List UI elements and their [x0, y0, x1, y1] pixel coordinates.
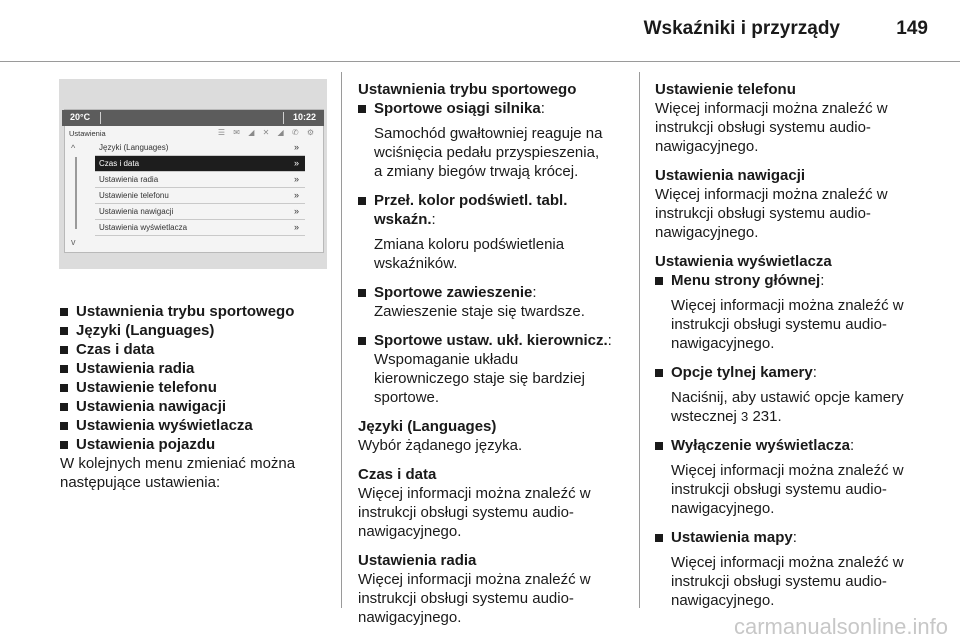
list-item-text: Czas i data: [76, 341, 155, 358]
list-item: [358, 191, 636, 229]
clock-readout: 10:22: [292, 112, 316, 122]
option-label: Wyłączenie wyświetlacza: [671, 437, 850, 454]
text-line: Samochód gwałtowniej reaguje na: [374, 125, 603, 142]
colon: :: [812, 364, 817, 381]
chevron-right-icon: »: [293, 206, 299, 216]
option-description: [358, 235, 636, 273]
scroll-down-icon: v: [71, 237, 76, 247]
text-line: nawigacyjnego.: [671, 592, 775, 609]
option-description: [655, 296, 955, 353]
text-line: instrukcji obsługi systemu audio-: [358, 590, 574, 607]
bullet-square-icon: [655, 442, 663, 450]
right-column: [655, 80, 955, 610]
text-line: instrukcji obsługi systemu audio-: [655, 119, 871, 136]
chevron-right-icon: »: [293, 222, 299, 232]
option-label: Sportowe osiągi silnika: [374, 100, 541, 117]
list-item: [655, 436, 955, 455]
text-line: następujące ustawienia:: [60, 474, 221, 491]
text-line: instrukcji obsługi systemu audio-: [671, 481, 887, 498]
menu-item-label: Czas i data: [99, 159, 140, 168]
text-line: Więcej informacji można znaleźć w: [358, 571, 591, 588]
text-line: wskaźn.: [374, 211, 432, 228]
page-number: 149: [896, 18, 928, 39]
section-heading: Czas i data: [358, 466, 437, 483]
list-item-text: Języki (Languages): [76, 322, 215, 339]
list-item: [60, 340, 332, 359]
menu-item-languages: [95, 140, 305, 156]
menu-item-time-date: [95, 156, 305, 172]
list-item-text: Ustawnienia trybu sportowego: [76, 303, 295, 320]
section-text: [655, 185, 955, 242]
screen-title: Ustawienia: [69, 129, 106, 138]
status-separator: [283, 112, 284, 124]
option-description: [655, 388, 955, 426]
section-heading: Ustawnienia trybu sportowego: [358, 81, 577, 98]
menu-item-display: [95, 220, 305, 236]
list-item: [655, 271, 955, 290]
text-line: Zmiana koloru podświetlenia: [374, 236, 565, 253]
menu-item-label: Języki (Languages): [99, 143, 169, 152]
colon: :: [607, 332, 612, 349]
option-label: [374, 192, 567, 228]
list-item-text: Ustawienia radia: [76, 360, 195, 377]
list-item-text: Ustawienia wyświetlacza: [76, 417, 253, 434]
text-line: Więcej informacji można znaleźć w: [358, 485, 591, 502]
list-item: [60, 359, 332, 378]
text-line: kierowniczego staje się bardziej: [374, 370, 585, 387]
option-label: Menu strony głównej: [671, 272, 821, 289]
page-reference-icon: 3: [741, 409, 749, 424]
text-line: instrukcji obsługi systemu audio-: [671, 316, 887, 333]
option-label: Ustawienia mapy: [671, 529, 793, 546]
option-description: Zawieszenie staje się twardsze.: [374, 303, 585, 320]
list-item: [358, 331, 636, 407]
section-text: [358, 484, 636, 541]
text-line: instrukcji obsługi systemu audio-: [655, 205, 871, 222]
bullet-square-icon: [358, 337, 366, 345]
text-line: wskaźników.: [374, 255, 458, 272]
text-line: instrukcji obsługi systemu audio-: [671, 573, 887, 590]
list-item-text: Ustawienia pojazdu: [76, 436, 216, 453]
chevron-right-icon: »: [293, 190, 299, 200]
colon: :: [820, 272, 825, 289]
list-item-text: Ustawienia nawigacji: [76, 398, 227, 415]
text-line: a zmiany biegów trwają krócej.: [374, 163, 579, 180]
text-line: nawigacyjnego.: [671, 500, 775, 517]
column-divider-2: [639, 72, 640, 608]
colon: :: [532, 284, 537, 301]
bullet-square-icon: [60, 308, 68, 316]
text-line: Więcej informacji można znaleźć w: [655, 186, 888, 203]
bullet-square-icon: [60, 403, 68, 411]
text-line: Więcej informacji można znaleźć w: [655, 100, 888, 117]
scroll-track: [75, 157, 77, 229]
section-heading: Ustawienie telefonu: [655, 81, 796, 98]
text-line: wstecznej: [671, 408, 737, 425]
text-line: sportowe.: [374, 389, 440, 406]
menu-item-label: Ustawienia radia: [99, 175, 159, 184]
list-item: [358, 99, 636, 118]
bullet-square-icon: [655, 369, 663, 377]
section-heading: Ustawienia wyświetlacza: [655, 253, 832, 270]
screen-scrollbar: [71, 143, 81, 247]
list-item: [60, 321, 332, 340]
option-label: Sportowe zawieszenie: [374, 284, 533, 301]
list-item: [60, 397, 332, 416]
menu-item-label: Ustawienia nawigacji: [99, 207, 174, 216]
text-line: instrukcji obsługi systemu audio-: [358, 504, 574, 521]
bullet-square-icon: [60, 441, 68, 449]
colon: :: [792, 529, 797, 546]
status-separator: [100, 112, 101, 124]
menu-item-radio: [95, 172, 305, 188]
section-text: [655, 99, 955, 156]
text-line: wciśnięcia pedału przyspieszenia,: [374, 144, 600, 161]
temperature-readout: 20°C: [70, 112, 91, 122]
text-line: Więcej informacji można znaleźć w: [671, 297, 904, 314]
section-heading: Ustawienia nawigacji: [655, 167, 806, 184]
bullet-square-icon: [655, 277, 663, 285]
text-line: Więcej informacji można znaleźć w: [671, 462, 904, 479]
text-line: nawigacyjnego.: [655, 224, 759, 241]
section-heading: Języki (Languages): [358, 418, 497, 435]
option-label: Opcje tylnej kamery: [671, 364, 813, 381]
section-text: [358, 570, 636, 627]
text-line: W kolejnych menu zmieniać można: [60, 455, 296, 472]
bullet-square-icon: [60, 384, 68, 392]
list-item: [60, 302, 332, 321]
section-text: Wybór żądanego języka.: [358, 437, 523, 454]
option-description: [655, 553, 955, 610]
bullet-square-icon: [60, 327, 68, 335]
page-reference: 231.: [752, 408, 782, 425]
middle-column: [358, 80, 636, 627]
scroll-up-icon: ^: [71, 143, 76, 153]
menu-item-navigation: [95, 204, 305, 220]
list-item: [60, 435, 332, 454]
column-divider-1: [341, 72, 342, 608]
colon: :: [849, 437, 855, 454]
screen-status-bar: [62, 110, 324, 126]
chevron-right-icon: »: [293, 174, 299, 184]
colon: :: [431, 211, 436, 228]
list-item-text: Ustawienie telefonu: [76, 379, 217, 396]
list-item: [358, 283, 636, 321]
colon: :: [540, 100, 545, 117]
watermark: carmanualsonline.info: [733, 614, 948, 639]
section-heading: Ustawienia radia: [358, 552, 477, 569]
section-title: Wskaźniki i przyrządy: [643, 18, 840, 39]
chevron-right-icon: »: [293, 158, 299, 168]
option-description: [358, 124, 636, 181]
list-item: [655, 363, 955, 382]
menu-item-label: Ustawienia wyświetlacza: [99, 223, 188, 232]
settings-menu: [95, 140, 305, 236]
list-item: [60, 416, 332, 435]
menu-item-label: Ustawienie telefonu: [99, 191, 169, 200]
bullet-square-icon: [60, 346, 68, 354]
bullet-square-icon: [60, 365, 68, 373]
text-line: Więcej informacji można znaleźć w: [671, 554, 904, 571]
text-line: Przeł. kolor podświetl. tabl.: [374, 192, 568, 209]
text-line: nawigacyjnego.: [655, 138, 759, 155]
bullet-square-icon: [358, 197, 366, 205]
bullet-square-icon: [655, 534, 663, 542]
settings-screen-image: [59, 79, 327, 269]
left-column: [60, 302, 332, 492]
text-line: Naciśnij, aby ustawić opcje kamery: [671, 389, 904, 406]
menu-item-phone: [95, 188, 305, 204]
list-item: [60, 378, 332, 397]
option-description: [655, 461, 955, 518]
text-line: nawigacyjnego.: [671, 335, 775, 352]
page-header: [0, 0, 960, 62]
intro-paragraph: [60, 454, 332, 492]
text-line: Wspomaganie układu: [374, 351, 519, 368]
chevron-right-icon: »: [293, 142, 299, 152]
bullet-square-icon: [60, 422, 68, 430]
bullet-square-icon: [358, 105, 366, 113]
status-icons: ☰ ✉ ◢ ✕ ◢ ✆ ⚙: [217, 128, 317, 137]
header-divider: [0, 61, 960, 62]
text-line: nawigacyjnego.: [358, 609, 462, 626]
text-line: nawigacyjnego.: [358, 523, 462, 540]
list-item: [655, 528, 955, 547]
bullet-square-icon: [358, 289, 366, 297]
option-label: Sportowe ustaw. ukł. kierownicz.: [374, 332, 608, 349]
